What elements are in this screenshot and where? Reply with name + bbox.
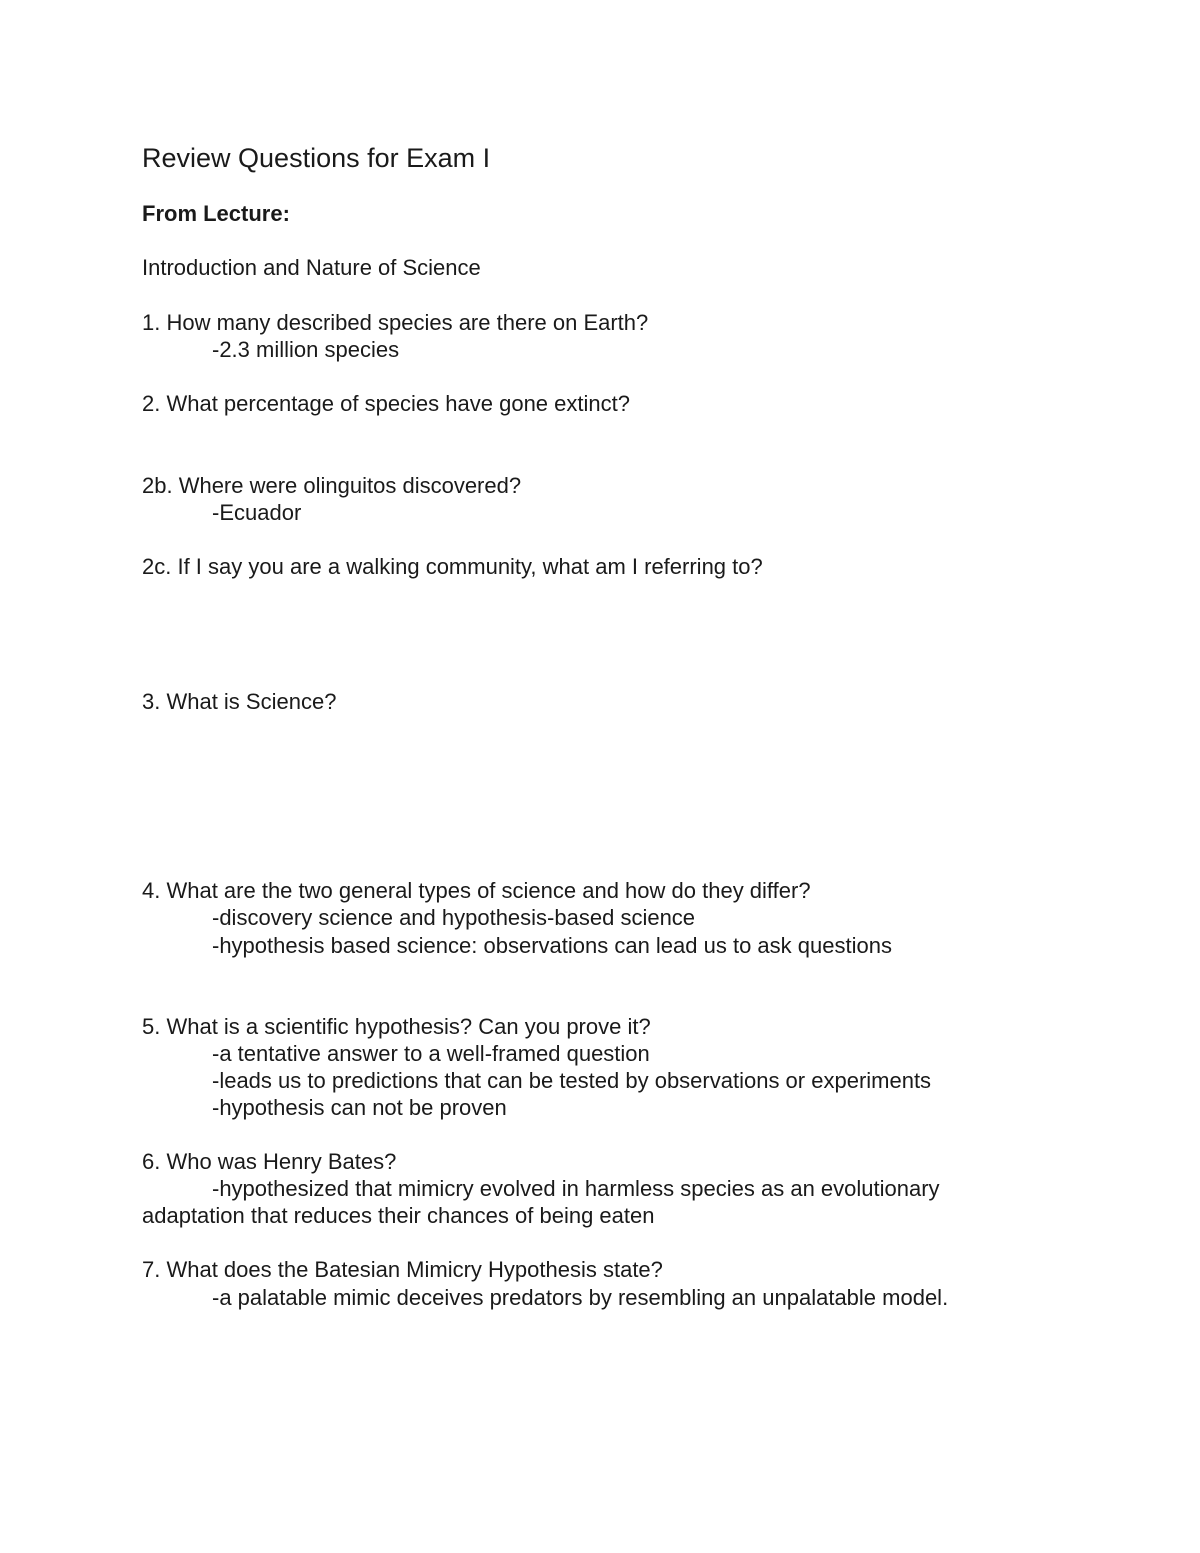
answer-6-1-continued: adaptation that reduces their chances of being eaten — [142, 1203, 655, 1228]
answer-1: -2.3 million species — [212, 337, 400, 362]
question-2: 2. What percentage of species have gone extinct? — [142, 391, 630, 416]
question-2c: 2c. If I say you are a walking community, what am I referring to? — [142, 554, 763, 579]
question-2b: 2b. Where were olinguitos discovered? — [142, 473, 522, 498]
answer-6-1: -hypothesized that mimicry evolved in harmless species as an evolutionary — [212, 1176, 940, 1201]
question-7: 7. What does the Batesian Mimicry Hypothesis state? — [142, 1257, 663, 1282]
document-title: Review Questions for Exam I — [142, 143, 491, 173]
question-6: 6. Who was Henry Bates? — [142, 1149, 397, 1174]
question-1: 1. How many described species are there on Earth? — [142, 310, 649, 335]
question-5: 5. What is a scientific hypothesis? Can you prove it? — [142, 1014, 651, 1039]
question-3: 3. What is Science? — [142, 689, 337, 714]
answer-7-1: -a palatable mimic deceives predators by resembling an unpalatable model. — [212, 1285, 949, 1310]
answer-4-2: -hypothesis based science: observations can lead us to ask questions — [212, 933, 892, 958]
answer-5-2: -leads us to predictions that can be tested by observations or experiments — [212, 1068, 932, 1093]
answer-5-1: -a tentative answer to a well-framed question — [212, 1041, 650, 1066]
answer-5-3: -hypothesis can not be proven — [212, 1095, 507, 1120]
answer-4-1: -discovery science and hypothesis-based science — [212, 905, 696, 930]
subsection-title: Introduction and Nature of Science — [142, 255, 481, 280]
answer-2b: -Ecuador — [212, 500, 302, 525]
question-4: 4. What are the two general types of science and how do they differ? — [142, 878, 811, 903]
section-heading: From Lecture: — [142, 201, 290, 226]
